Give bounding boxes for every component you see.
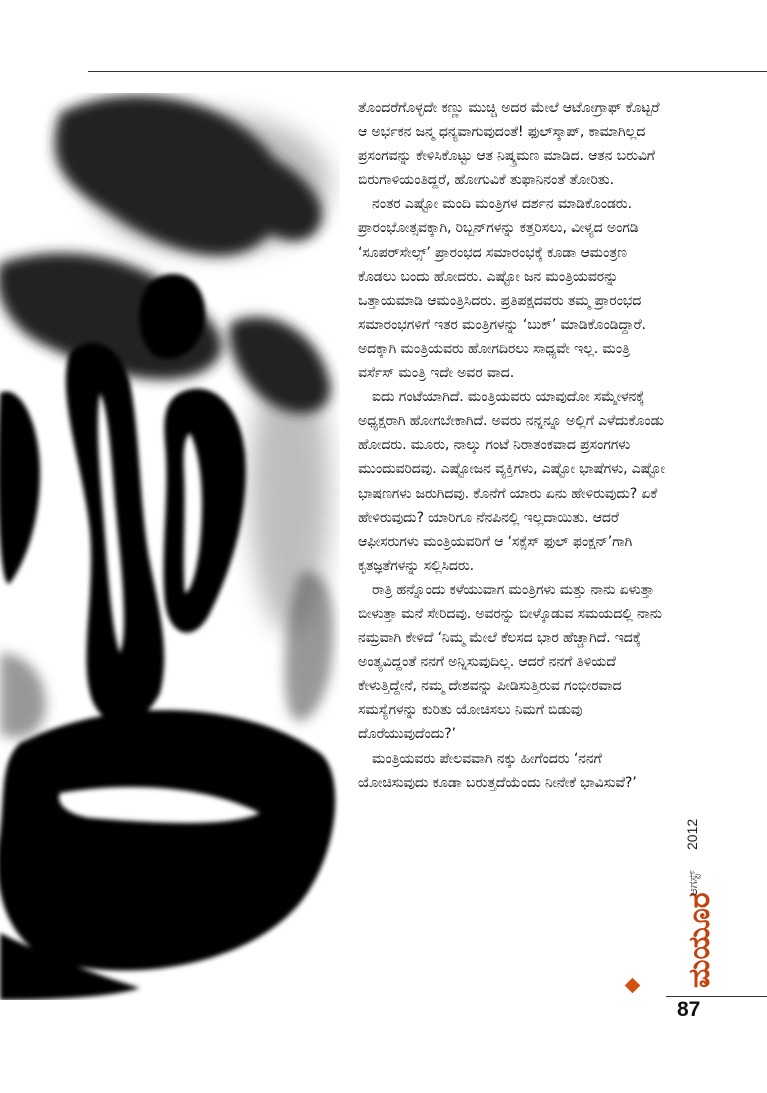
top-rule (88, 71, 767, 72)
article-paragraph: ನಂತರ ಎಷ್ಟೋ ಮಂದಿ ಮಂತ್ರಿಗಳ ದರ್ಶನ ಮಾಡಿಕೊಂಡರು. ಪ್ರಾರಂಭೋತ್ಸವಕ್ಕಾಗಿ, ರಿಬ್ಬನ್‌ಗಳನ್ನು ಕತ್ತರಿಸಲು, ವೀಳ್ಯದ ಅಂಗಡಿ ‘ಸೂಪರ್‌ಸೇಲ್ಸ್’ ಪ್ರಾರಂಭದ ಸಮಾರಂಭಕ್ಕೆ ಕೂಡಾ ಆಮಂತ್ರಣ ಕೊಡಲು ಬಂದು ಹೋದರು. ಎಷ್ಟೋ ಜನ ಮಂತ್ರಿಯವರನ್ನು ಒತ್ತಾಯಮಾಡಿ ಆಮಂತ್ರಿಸಿದರು. ಪ್ರತಿಪಕ್ಷದವರು ತಮ್ಮ ಪ್ರಾರಂಭದ ಸಮಾರಂಭಗಳಿಗೆ ಇತರ ಮಂತ್ರಿಗಳನ್ನು ‘ಬುಕ್’ ಮಾಡಿಕೊಂಡಿದ್ದಾರೆ. ಅದಕ್ಕಾಗಿ ಮಂತ್ರಿಯವರು ಹೋಗದಿರಲು ಸಾಧ್ಯವೇ ಇಲ್ಲ. ಮಂತ್ರಿ ವರ್ಸೆಸ್ ಮಂತ್ರಿ ಇದೇ ಅವರ ವಾದ. (358, 196, 646, 382)
article-paragraph: ಮಂತ್ರಿಯವರು ಪೇಲವವಾಗಿ ನಕ್ಕು ಹೀಗೆಂದರು ‘ನನಗೆ ಯೋಚಿಸುವುದು ಕೂಡಾ ಬರುತ್ತದೆಯೆಂದು ನೀನೇಕೆ ಭಾವಿಸುವೆ?’ (358, 750, 637, 791)
magazine-name: ಮಯೂರ (682, 892, 717, 988)
end-of-article-diamond-icon (625, 978, 641, 994)
issue-month: ಆಗಸ್ಟ್ (686, 870, 700, 896)
issue-year: 2012 (684, 818, 700, 850)
article-paragraph: ಐದು ಗಂಟೆಯಾಗಿದೆ. ಮಂತ್ರಿಯವರು ಯಾವುದೋ ಸಮ್ಮೇಳನಕ್ಕೆ ಅಧ್ಯಕ್ಷರಾಗಿ ಹೋಗಬೇಕಾಗಿದೆ. ಅವರು ನನ್ನನ್ನೂ ಅಲ್ಲಿಗೆ ಎಳೆದುಕೊಂಡು ಹೋದರು. ಮೂರು, ನಾಲ್ಕು ಗಂಟೆ ನಿರಾತಂಕವಾದ ಪ್ರಸಂಗಗಳು ಮುಂದುವರಿದವು. ಎಷ್ಟೋಜನ ವ್ಯಕ್ತಿಗಳು, ಎಷ್ಟೋ ಭಾಷೆಗಳು, ಎಷ್ಟೋ ಭಾಷಣಗಳು ಜರುಗಿದವು. ಕೊನೆಗೆ ಯಾರು ಏನು ಹೇಳಿರುವುದು? ಏಕೆ ಹೇಳಿರುವುದು? ಯಾರಿಗೂ ನೆನಪಿನಲ್ಲಿ ಇಲ್ಲದಾಯಿತು. ಆದರೆ ಆಫೀಸರುಗಳು ಮಂತ್ರಿಯವರಿಗೆ ಆ ‘ಸಕ್ಸೆಸ್ ಫುಲ್ ಫಂಕ್ಷನ್’ಗಾಗಿ ಕೃತಜ್ಞತೆಗಳನ್ನು ಸಲ್ಲಿಸಿದರು. (358, 389, 665, 574)
article-paragraph: ರಾತ್ರಿ ಹನ್ನೊಂದು ಕಳೆಯುವಾಗ ಮಂತ್ರಿಗಳು ಮತ್ತು ನಾನು ಏಳುತ್ತಾ ಬೀಳುತ್ತಾ ಮನೆ ಸೇರಿದವು. ಅವರನ್ನು ಬೀಳ್ಕೊಡುವ ಸಮಯದಲ್ಲಿ ನಾನು ನಮ್ರವಾಗಿ ಕೇಳಿದೆ ‘ನಿಮ್ಮ ಮೇಲೆ ಕೆಲಸದ ಭಾರ ಹೆಚ್ಚಾಗಿದೆ. ಇದಕ್ಕೆ ಅಂತ್ಯವಿದ್ದಂತೆ ನನಗೆ ಅನ್ನಿಸುವುದಿಲ್ಲ. ಆದರೆ ನನಗೆ ತಿಳಿಯದೆ ಕೇಳುತ್ತಿದ್ದೇನೆ, ನಮ್ಮ ದೇಶವನ್ನು ಪೀಡಿಸುತ್ತಿರುವ ಗಂಭೀರವಾದ ಸಮಸ್ಯೆಗಳನ್ನು ಕುರಿತು ಯೋಚಿಸಲು ನಿಮಗೆ ಬಿಡುವು ದೊರೆಯುವುದೆಂದು?’ (358, 581, 662, 743)
abstract-illustration (0, 93, 340, 1000)
magazine-side-label (672, 800, 732, 990)
article-body (358, 96, 668, 795)
article-paragraph: ತೊಂದರೆಗೊಳ್ಳದೇ ಕಣ್ಣು ಮುಚ್ಚಿ ಅದರ ಮೇಲೆ ಆಟೋಗ್ರಾಫ್ ಕೊಟ್ಟರೆ ಆ ಅರ್ಭಕನ ಜನ್ಮ ಧನ್ಯವಾಗುವುದಂತೆ! ಫುಲ್‌ಸ್ಕಾಪ್, ಕಾಮಾಗಿಲ್ಲದ ಪ್ರಸಂಗವನ್ನು ಕೇಳಿಸಿಕೊಟ್ಟು ಆತ ನಿಷ್ಕ್ರಮಣ ಮಾಡಿದ. ಆತನ ಬರುವಿಗೆ ಬಿರುಗಾಳಿಯಂತಿದ್ದರೆ, ಹೋಗುವಿಕೆ ತುಫಾನಿನಂತೆ ತೋರಿತು. (358, 100, 660, 189)
page-rule (666, 996, 767, 997)
page-number: 87 (677, 998, 701, 1021)
